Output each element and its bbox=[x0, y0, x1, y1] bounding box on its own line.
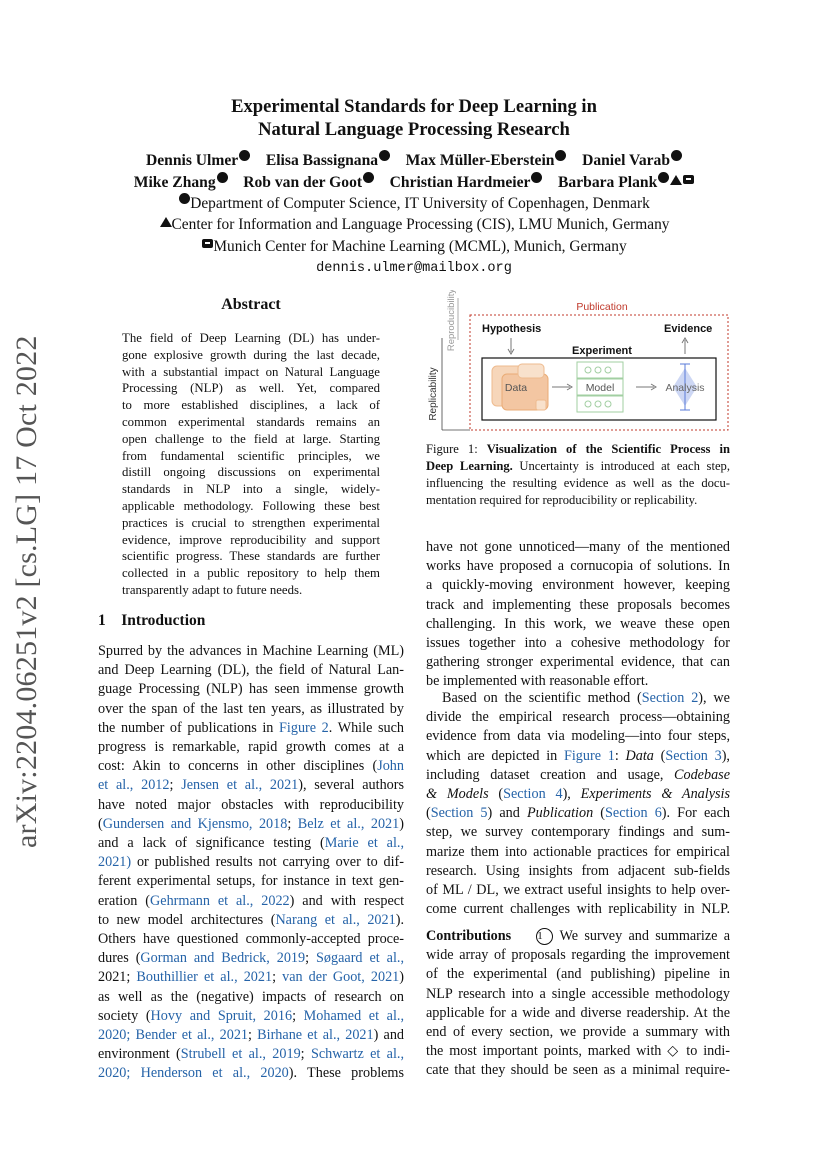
text-line: applicable for a wide and diverse readership. At the bbox=[426, 1004, 730, 1021]
text-line: (Section 5) and Publication (Section 6). For each bbox=[426, 805, 730, 822]
text-line: Others have questioned commonly-accepted proce- bbox=[98, 931, 404, 948]
text-line: evidence from data via modeling—into four steps, bbox=[426, 728, 730, 745]
introduction-right-column-para-1 bbox=[426, 538, 730, 692]
robot-icon bbox=[202, 239, 213, 248]
paper-title-line-2: Natural Language Processing Research bbox=[258, 119, 570, 140]
model-label: Model bbox=[585, 382, 615, 394]
text-line: of ML / DL, we extract useful insights to help over- bbox=[426, 882, 730, 899]
text-line: common experimental standards remains an bbox=[122, 414, 380, 429]
text-line: of the experimental (and publishing) pipeline in bbox=[426, 966, 730, 983]
authors-line-2 bbox=[0, 172, 828, 193]
text-line: the most important points, marked with ◇ to indi- bbox=[426, 1043, 730, 1060]
text-line: dures (Gorman and Bedrick, 2019; Søgaard et al., bbox=[98, 950, 404, 967]
text-line: to more established disciplines, a lack of bbox=[122, 398, 380, 413]
affiliation-mark-icon bbox=[363, 172, 374, 183]
text-line: from fundamental scientific principles, we bbox=[122, 448, 380, 463]
author-email[interactable]: dennis.ulmer@mailbox.org bbox=[316, 261, 512, 276]
reproducibility-label: Reproducibility bbox=[446, 290, 457, 352]
section-heading-introduction: 1 Introduction bbox=[98, 612, 206, 629]
triangle-icon bbox=[670, 175, 682, 185]
paper-title-line-1: Experimental Standards for Deep Learning in bbox=[231, 96, 597, 117]
affiliation-mark-icon bbox=[658, 172, 669, 183]
text-line: applicable methodology. Following these best bbox=[122, 498, 380, 513]
text-line: progress is remarkable, rapid growth comes at a bbox=[98, 739, 404, 756]
text-line: 2021; Bouthillier et al., 2021; van der Goot, 2021) bbox=[98, 969, 404, 986]
affiliation-mark-icon bbox=[531, 172, 542, 183]
text-line: environment (Strubell et al., 2019; Schwartz et al., bbox=[98, 1046, 404, 1063]
affiliation-mark-icon bbox=[379, 150, 390, 161]
robot-icon bbox=[683, 175, 694, 184]
text-line: et al., 2012; Jensen et al., 2021), several authors bbox=[98, 777, 404, 794]
text-line: divide the empirical research process—obtaining bbox=[426, 709, 730, 726]
text-line: cost: Akin to concerns in other disciplines (John bbox=[98, 758, 404, 775]
author: Max Müller-Eberstein bbox=[405, 152, 555, 169]
text-line: which are depicted in Figure 1: Data (Section 3), bbox=[426, 747, 730, 764]
replicability-label: Replicability bbox=[428, 367, 439, 421]
affiliation-mark-icon bbox=[671, 150, 682, 161]
text-line: gathering stronger experimental evidence, that can bbox=[426, 654, 730, 671]
author: Elisa Bassignana bbox=[265, 152, 379, 169]
caption-line: Figure 1: Visualization of the Scientific Process in bbox=[426, 442, 730, 456]
text-line: and a lack of significance testing (Marie et al., bbox=[98, 835, 405, 852]
caption-line: influencing the resulting evidence as well as the docu- bbox=[426, 476, 730, 490]
text-line: 2021) or published results not carrying over to dif- bbox=[98, 854, 404, 871]
contributions-paragraph: Contributions 1 We survey and summarize a wide array of proposals regarding the improvement of the experimental (and publishing) pipeline in NLP research into a single accessible methodology applicable for a wide and diverse readership. At the end of every section, we provide a summary with the most important points, marked with ◇ to indi- cate that they should be seen as a minimal require- bbox=[426, 927, 730, 1081]
arxiv-side-label: arXiv:2204.06251v2 [cs.LG] 17 Oct 2022 bbox=[10, 335, 43, 848]
author: Rob van der Goot bbox=[243, 174, 363, 191]
text-line: end of every section, we provide a summary with bbox=[426, 1024, 730, 1041]
affiliation-mark-icon bbox=[217, 172, 228, 183]
text-line: step, we survey contemporary findings and sum- bbox=[426, 824, 730, 841]
text-line: issues together into a cohesive methodology for bbox=[426, 635, 730, 652]
text-line: to new model architectures (Narang et al., 2021). bbox=[98, 911, 404, 928]
text-line: track and implementing these proposals becomes bbox=[426, 596, 730, 613]
experiment-label: Experiment bbox=[572, 345, 632, 357]
text-line: gone explosive growth during the last decade, bbox=[122, 347, 380, 362]
text-line: The field of Deep Learning (DL) has under- bbox=[122, 331, 380, 345]
text-line: have noted major obstacles with reproducibility bbox=[98, 796, 404, 813]
contributions-label: Contributions bbox=[426, 928, 512, 944]
text-line: Based on the scientific method (Section 2), we bbox=[442, 690, 730, 706]
affiliation-3: Munich Center for Machine Learning (MCML), Munich, Germany bbox=[0, 237, 828, 257]
affiliation-mark-icon bbox=[179, 193, 190, 204]
text-line: society (Hovy and Spruit, 2016; Mohamed et al., bbox=[98, 1007, 404, 1024]
text-line: including dataset creation and usage, Codebase bbox=[426, 766, 730, 783]
abstract-heading: Abstract bbox=[221, 296, 281, 313]
data-label: Data bbox=[504, 382, 528, 394]
text-line: transparently adapt to future needs. bbox=[122, 582, 303, 597]
text-line: challenging. In this work, we weave these open bbox=[426, 615, 730, 632]
text-line: & Models (Section 4), Experiments & Analysis bbox=[426, 786, 730, 803]
author: Christian Hardmeier bbox=[389, 174, 531, 191]
abstract-body bbox=[122, 330, 380, 599]
affiliation-mark-icon bbox=[239, 150, 250, 161]
text-line: cate that they should be seen as a minimal require- bbox=[426, 1062, 730, 1079]
hypothesis-label: Hypothesis bbox=[482, 323, 542, 335]
text-line: marize them into actionable practices for empirical bbox=[426, 843, 730, 860]
text-line: evidence, improve reproducibility and support bbox=[122, 532, 380, 547]
text-line: standards in NLP into a single, widely- bbox=[122, 482, 380, 497]
text-line: open challenge to the field at large. Starting bbox=[122, 431, 380, 446]
text-line: 2020; Henderson et al., 2020). These problems bbox=[98, 1065, 404, 1082]
text-line: practices is crucial to strengthen experimental bbox=[122, 515, 380, 530]
text-line: and Deep Learning (DL), the field of Natural Lan- bbox=[98, 662, 404, 679]
caption-line: Deep Learning. Uncertainty is introduced at each step, bbox=[426, 459, 730, 473]
figure-1-caption bbox=[426, 441, 730, 509]
text-line: Processing (NLP) as well. Yet, compared bbox=[122, 381, 380, 396]
text-line: Spurred by the advances in Machine Learning (ML) bbox=[98, 643, 404, 659]
text-line: 2020; Bender et al., 2021; Birhane et al., 2021) and bbox=[98, 1027, 405, 1044]
text-line: research. Using insights from adjacent sub-fields bbox=[426, 862, 730, 879]
affiliation-2: Center for Information and Language Processing (CIS), LMU Munich, Germany bbox=[0, 215, 828, 235]
caption-line: mentation required for reproducibility or replicability. bbox=[426, 493, 698, 507]
text-line: have not gone unnoticed—many of the mentioned bbox=[426, 539, 730, 555]
evidence-label: Evidence bbox=[664, 323, 713, 335]
publication-label: Publication bbox=[576, 301, 628, 313]
text-line: collected in a public repository to help them bbox=[122, 566, 380, 581]
text-line: ferent experimental setups, for instance in text gen- bbox=[98, 873, 404, 890]
authors-line-1 bbox=[0, 150, 828, 171]
text-line: (Gundersen and Kjensmo, 2018; Belz et al., 2021) bbox=[98, 815, 404, 832]
introduction-left-column bbox=[98, 642, 404, 1084]
text-line: come current challenges with replicability in NLP. bbox=[426, 901, 730, 918]
text-line: be implemented with reasonable effort. bbox=[426, 673, 649, 690]
text-line: wide array of proposals regarding the improvement bbox=[426, 947, 730, 964]
text-line: over the span of the last ten years, as illustrated by bbox=[98, 700, 404, 717]
author: Barbara Plank bbox=[558, 174, 658, 191]
analysis-label: Analysis bbox=[665, 382, 705, 394]
introduction-right-column-para-2 bbox=[426, 689, 730, 919]
text-line: eration (Gehrmann et al., 2022) and with respect bbox=[98, 892, 405, 909]
text-line: guage Processing (NLP) has seen immense growth bbox=[98, 681, 404, 698]
author: Daniel Varab bbox=[582, 152, 671, 169]
triangle-icon bbox=[160, 217, 172, 227]
author: Mike Zhang bbox=[133, 174, 216, 191]
figure-1-diagram bbox=[422, 290, 732, 435]
text-line: distill ongoing discussions on experimental bbox=[122, 465, 380, 480]
text-line: works have proposed a cornucopia of solutions. In bbox=[426, 558, 730, 575]
text-line: with a substantial impact on Natural Language bbox=[122, 364, 380, 379]
text-line: the number of publications in Figure 2. While such bbox=[98, 719, 404, 736]
affiliation-mark-icon bbox=[555, 150, 566, 161]
author: Dennis Ulmer bbox=[145, 152, 239, 169]
text-line: NLP research into a single accessible methodology bbox=[426, 985, 730, 1002]
text-line: a quickly-moving environment however, keeping bbox=[426, 577, 730, 594]
affiliation-1: Department of Computer Science, IT University of Copenhagen, Denmark bbox=[0, 193, 828, 214]
text-line: scientific progress. These standards are further bbox=[122, 549, 380, 564]
contribution-number-icon: 1 bbox=[536, 928, 553, 945]
text-line: as well as the (negative) impacts of research on bbox=[98, 988, 404, 1005]
